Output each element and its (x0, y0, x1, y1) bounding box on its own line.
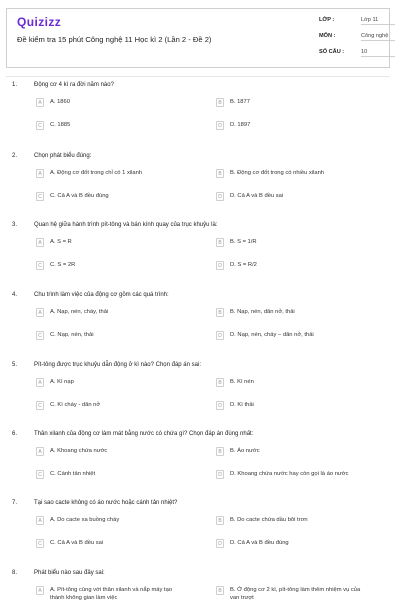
option-letter-box: C (36, 121, 44, 130)
option-letter-box: C (36, 539, 44, 548)
option-letter-box: A (36, 516, 44, 525)
question-text: Chu trình làm việc của động cơ gồm các quá trình: (34, 292, 169, 298)
option-text: B. Động cơ đốt trong có nhiều xilanh (230, 170, 325, 176)
quizizz-logo: Quizizz (17, 15, 62, 29)
class-label: LỚP : (319, 17, 335, 23)
option-letter-box: C (36, 261, 44, 270)
question-number: 7. (12, 500, 18, 506)
option-text: D. Nạp, nén, cháy – dãn nở, thải (230, 332, 314, 338)
option-text: A. S = R (50, 239, 72, 245)
option-text: B. Do cacte chứa dầu bôi trơn (230, 517, 308, 523)
question-text: Quan hệ giữa hành trình pít-tông và bán kính quay của trục khuỷu là: (34, 222, 218, 228)
option-letter-box: A (36, 238, 44, 247)
option-letter-box: B (216, 98, 224, 107)
option-letter-box: D (216, 331, 224, 340)
option-text: C. Cả A và B đều đúng (50, 193, 109, 199)
option-text: D. Khoang chứa nước hay còn gọi là áo nước (230, 471, 349, 477)
option-letter-box: C (36, 470, 44, 479)
subject-value: Công nghệ (361, 33, 395, 41)
option-letter-box: B (216, 308, 224, 317)
option-text: D. S = R/2 (230, 262, 257, 268)
option-text: D. Cả A và B đều đúng (230, 540, 289, 546)
option-text: B. Nạp, nén, dãn nở, thải (230, 309, 295, 315)
option-text: D. Kì thải (230, 402, 254, 408)
option-text: B. 1877 (230, 99, 250, 105)
option-text: D. Cả A và B đều sai (230, 193, 284, 199)
question-count-value: 10 (361, 49, 395, 57)
option-letter-box: D (216, 470, 224, 479)
option-letter-box: B (216, 378, 224, 387)
option-letter-box: D (216, 192, 224, 201)
header-divider (6, 76, 390, 77)
question-text: Pít-tông được trục khuỷu dẫn động ở kì nào? Chọn đáp án sai: (34, 362, 201, 368)
option-letter-box: B (216, 447, 224, 456)
option-text: D. 1897 (230, 122, 251, 128)
option-text: C. Cả A và B đều sai (50, 540, 104, 546)
option-text: B. Ở động cơ 2 kì, pít-tông làm thêm nhiệm vụ của (230, 587, 361, 593)
option-text-continued: thành không gian làm việc (50, 595, 118, 601)
option-letter-box: D (216, 121, 224, 130)
option-letter-box: A (36, 447, 44, 456)
question-number: 2. (12, 153, 18, 159)
option-text: B. S = 1/R (230, 239, 257, 245)
option-text: A. Nạp, nén, cháy, thải (50, 309, 109, 315)
option-letter-box: A (36, 308, 44, 317)
option-text: B. Kì nén (230, 379, 254, 385)
question-text: Động cơ 4 kì ra đời năm nào? (34, 82, 114, 88)
option-letter-box: B (216, 586, 224, 595)
option-letter-box: C (36, 192, 44, 201)
subject-label: MÔN : (319, 33, 336, 39)
option-text: A. Do cacte xa buồng cháy (50, 517, 120, 523)
class-value: Lớp 11 (361, 17, 395, 25)
option-text: A. 1860 (50, 99, 70, 105)
question-text: Phát biểu nào sau đây sai: (34, 570, 105, 576)
option-letter-box: B (216, 169, 224, 178)
worksheet-title: Đề kiểm tra 15 phút Công nghệ 11 Học kì 2 (Lần 2 - Đề 2) (17, 35, 212, 44)
option-text: A. Pít-tông cùng với thân xilanh và nắp máy tạo (50, 587, 173, 593)
option-text: A. Động cơ đốt trong chỉ có 1 xilanh (50, 170, 143, 176)
option-letter-box: A (36, 378, 44, 387)
question-number: 6. (12, 431, 18, 437)
question-count-label: SỐ CÂU : (319, 49, 345, 55)
worksheet-header (6, 8, 390, 68)
option-text: A. Khoang chứa nước (50, 448, 108, 454)
option-text: C. 1885 (50, 122, 71, 128)
option-letter-box: D (216, 261, 224, 270)
option-letter-box: A (36, 169, 44, 178)
question-number: 4. (12, 292, 18, 298)
option-text: A. Kì nạp (50, 379, 74, 385)
question-text: Thân xilanh của động cơ làm mát bằng nước có chứa gì? Chọn đáp án đúng nhất: (34, 431, 254, 437)
option-letter-box: B (216, 238, 224, 247)
option-letter-box: B (216, 516, 224, 525)
question-number: 8. (12, 570, 18, 576)
option-letter-box: D (216, 539, 224, 548)
question-number: 1. (12, 82, 18, 88)
question-text: Chọn phát biểu đúng: (34, 153, 92, 159)
question-number: 3. (12, 222, 18, 228)
option-letter-box: D (216, 401, 224, 410)
question-text: Tại sao cacte không có áo nước hoặc cánh tản nhiệt? (34, 500, 178, 506)
option-letter-box: C (36, 401, 44, 410)
option-text: C. Kì cháy - dãn nở (50, 402, 101, 408)
option-text: C. Nạp, nén, thải (50, 332, 94, 338)
option-text: C. S = 2R (50, 262, 76, 268)
option-text: C. Cánh tản nhiệt (50, 471, 96, 477)
option-text: B. Áo nước (230, 448, 260, 454)
option-text-continued: van trượt (230, 595, 254, 601)
option-letter-box: A (36, 98, 44, 107)
question-number: 5. (12, 362, 18, 368)
option-letter-box: C (36, 331, 44, 340)
option-letter-box: A (36, 586, 44, 595)
